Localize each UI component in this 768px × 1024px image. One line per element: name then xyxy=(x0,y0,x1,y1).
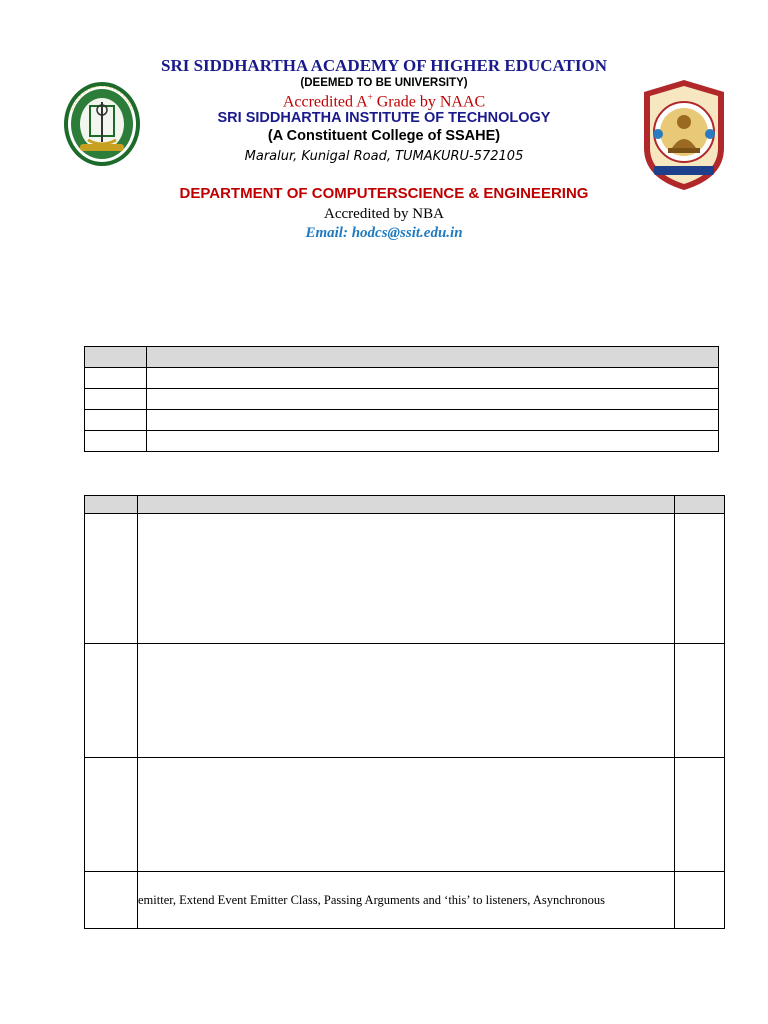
table-cell xyxy=(138,758,675,872)
institute-name: SRI SIDDHARTHA INSTITUTE OF TECHNOLOGY xyxy=(217,110,551,126)
table-cell xyxy=(85,872,138,929)
table-cell xyxy=(85,496,138,514)
constituent-college: (A Constituent College of SSAHE) xyxy=(267,128,501,144)
info-table-header xyxy=(85,347,719,368)
table-cell xyxy=(85,758,138,872)
deemed-university: (DEEMED TO BE UNIVERSITY) xyxy=(300,77,468,89)
address: Maralur, Kunigal Road, TUMAKURU-572105 xyxy=(244,149,524,164)
table-cell xyxy=(85,368,147,389)
syllabus-table-header xyxy=(85,496,725,514)
nba-accreditation: Accredited by NBA xyxy=(324,206,444,222)
table-cell xyxy=(147,368,719,389)
table-cell xyxy=(675,644,725,758)
department-name: DEPARTMENT OF COMPUTERSCIENCE & ENGINEERING xyxy=(179,185,589,202)
ssahe-seal-icon xyxy=(640,78,728,192)
topic-text: emitter, Extend Event Emitter Class, Passing Arguments and ‘this’ to listeners, Asynchronous xyxy=(138,872,675,929)
table-cell xyxy=(675,872,725,929)
table-cell xyxy=(675,496,725,514)
table-row xyxy=(85,872,725,929)
table-cell xyxy=(85,514,138,644)
department-email: Email: hodcs@ssit.edu.in xyxy=(305,225,463,241)
table-cell xyxy=(138,496,675,514)
table-cell xyxy=(147,410,719,431)
university-name: SRI SIDDHARTHA ACADEMY OF HIGHER EDUCATION xyxy=(160,56,608,75)
table-row xyxy=(85,368,719,389)
table-cell xyxy=(147,389,719,410)
naac-accreditation: Accredited A+ Grade by NAAC xyxy=(282,92,486,111)
table-cell xyxy=(85,389,147,410)
table-cell xyxy=(147,431,719,452)
table-row xyxy=(85,644,725,758)
table-cell xyxy=(85,410,147,431)
ssit-emblem-icon xyxy=(62,80,142,170)
table-cell xyxy=(138,644,675,758)
info-table xyxy=(84,346,719,452)
table-cell xyxy=(138,514,675,644)
table-row xyxy=(85,758,725,872)
syllabus-table xyxy=(84,495,725,929)
table-row xyxy=(85,389,719,410)
table-cell xyxy=(675,758,725,872)
table-cell xyxy=(675,514,725,644)
table-row xyxy=(85,410,719,431)
table-cell xyxy=(85,431,147,452)
table-row xyxy=(85,431,719,452)
table-cell xyxy=(85,644,138,758)
table-cell xyxy=(147,347,719,368)
table-row xyxy=(85,514,725,644)
table-cell xyxy=(85,347,147,368)
